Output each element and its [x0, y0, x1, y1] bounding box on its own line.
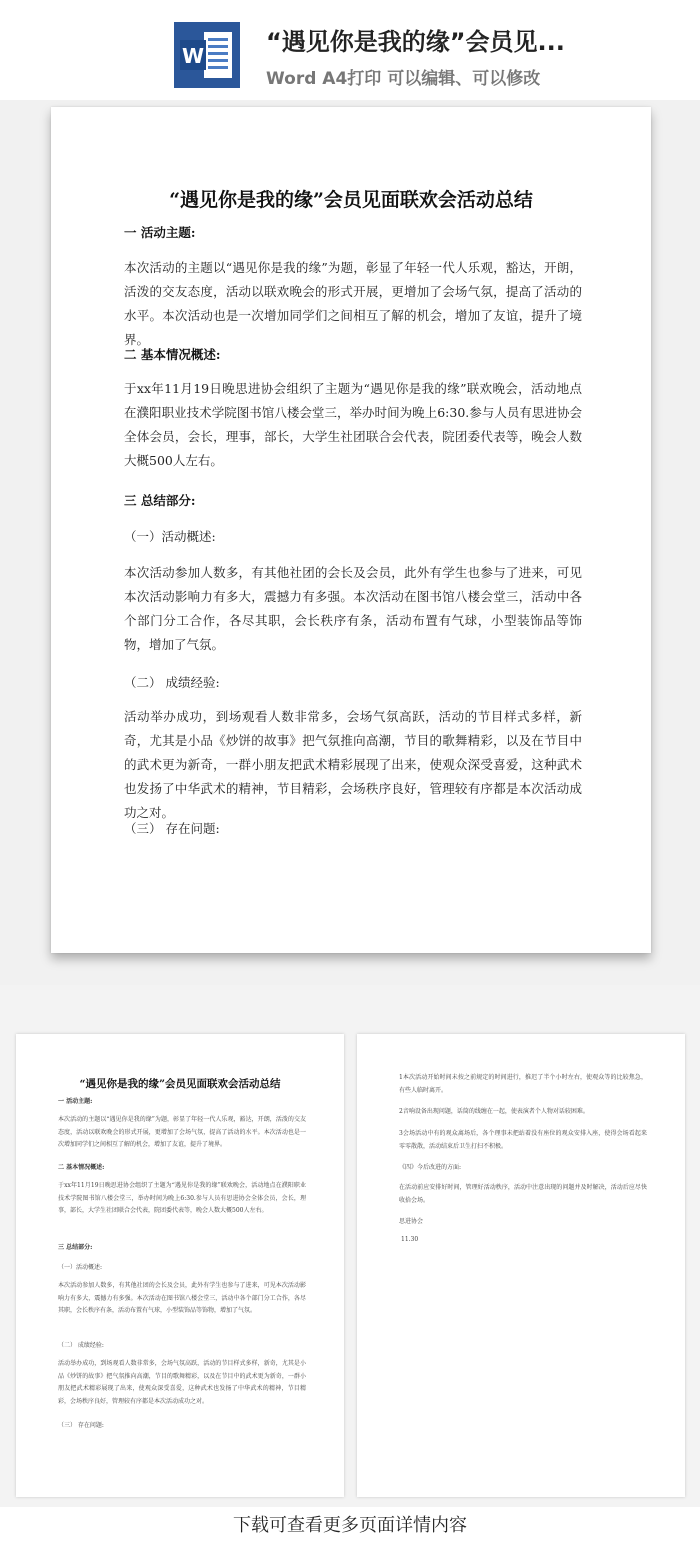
thumb2-sub-improvements: 《四》今后改进的方面:: [399, 1164, 462, 1171]
document-page-main: [51, 107, 651, 953]
thumb2-paragraph-1: 1本次活动开始时间未按之前规定的时间进行，推迟了半个小时左右，使观众等的比较焦急，有些人临时离开。: [399, 1074, 647, 1094]
paragraph-overview: 于xx年11月19日晚思进协会组织了主题为“遇见你是我的缘”联欢晚会，活动地点在濮阳职业技术学院图书馆八楼会堂三，举办时间为晚上6:30.参与人员有思进协会全体会员，会长，理事，部长，大学生社团联合会代表，院团委代表等，晚会人数大概500人左右。: [124, 381, 582, 468]
paragraph-theme: 本次活动的主题以“遇见你是我的缘”为题，彰显了年轻一代人乐观，豁达，开朗，活泼的交友态度，活动以联欢晚会的形式开展，更增加了会场气氛，提高了活动的水平。本次活动也是一次增加同学们之间相互了解的机会，增加了友谊，提升了境界。: [124, 260, 582, 347]
thumb2-signature: 思进协会: [399, 1218, 424, 1225]
header-title: “遇见你是我的缘”会员见...: [266, 28, 565, 56]
footer-download-text[interactable]: 下载可查看更多页面详情内容: [233, 1515, 467, 1536]
thumb1-sub-problems: （三） 存在问题:: [58, 1422, 104, 1429]
thumb2-paragraph-4: 在活动前应安排好时间，管理好活动秩序，活动中注意出现的问题并及时解决，活动后应尽快收拾会场。: [399, 1184, 647, 1204]
section-heading-summary: 三 总结部分:: [124, 493, 196, 508]
subheading-problems: （三） 存在问题:: [124, 821, 220, 836]
subheading-achievements: （二） 成绩经验:: [124, 675, 220, 690]
subheading-activity-overview: （一）活动概述:: [124, 529, 216, 544]
thumb1-paragraph-activity: 本次活动参加人数多，有其他社团的会长及会员，此外有学生也参与了进来，可见本次活动影响力有多大，震撼力有多强。本次活动在图书馆八楼会堂三，活动中各个部门分工合作，各尽其职，会长秩序有条，活动布置有气球，小型装饰品等饰物，增加了气氛。: [58, 1282, 306, 1314]
thumb1-title: “遇见你是我的缘”会员见面联欢会活动总结: [79, 1078, 281, 1090]
thumb1-paragraph-achievements: 活动举办成功，到场观看人数非常多，会场气氛高跃，活动的节目样式多样，新奇，尤其是小品《炒饼的故事》把气氛推向高潮，节目的歌舞精彩，以及在节目中的武术更为新奇，一群小朋友把武术精彩展现了出来，使观众深受喜爱，这种武术也发扬了中华武术的精神，节目精彩，会场秩序良好，管理较有序都是本次活动成功之对。: [58, 1360, 306, 1405]
word-icon-letter: W: [181, 44, 205, 68]
thumb1-paragraph-theme: 本次活动的主题以“遇见你是我的缘”为题，彰显了年轻一代人乐观，豁达，开朗，活泼的交友态度，活动以联欢晚会的形式开展，更增加了会场气氛，提高了活动的水平。本次活动也是一次增加同学们之间相互了解的机会，增加了友谊，提升了境界。: [58, 1116, 306, 1148]
section-heading-overview: 二 基本情况概述:: [124, 347, 221, 362]
thumb1-sub-achievements: （二） 成绩经验:: [58, 1342, 104, 1349]
header-subtitle: Word A4打印 可以编辑、可以修改: [266, 69, 541, 89]
thumb2-paragraph-3: 3会场活动中有的观众离场后，各个理事未把站着没有座位的观众安排入座，使得会场看起来零零散散，活动结束后卫生打扫不积极。: [399, 1130, 647, 1150]
page-thumbnail-1[interactable]: [16, 1034, 344, 1497]
thumb1-heading-theme: 一 活动主题:: [58, 1098, 93, 1105]
paragraph-achievements: 活动举办成功，到场观看人数非常多，会场气氛高跃，活动的节目样式多样，新奇，尤其是小品《炒饼的故事》把气氛推向高潮，节目的歌舞精彩，以及在节目中的武术更为新奇，一群小朋友把武术精彩展现了出来，使观众深受喜爱，这种武术也发扬了中华武术的精神，节目精彩，会场秩序良好，管理较有序都是本次活动成功之对。: [124, 709, 582, 820]
thumb1-heading-overview: 二 基本情况概述:: [58, 1164, 105, 1171]
header: [0, 0, 700, 100]
thumb2-paragraph-2: 2音响设备出现问题，话筒的线缠在一起，使表演者个人物对话较困难。: [399, 1108, 589, 1115]
thumb2-date: 11.30: [401, 1236, 419, 1243]
section-heading-theme: 一 活动主题:: [124, 225, 196, 240]
word-file-icon: [174, 22, 240, 88]
document-title: “遇见你是我的缘”会员见面联欢会活动总结: [169, 189, 533, 211]
thumb1-sub-overview: （一）活动概述:: [58, 1264, 103, 1271]
thumb1-heading-summary: 三 总结部分:: [58, 1244, 93, 1251]
page-thumbnail-2[interactable]: [357, 1034, 685, 1497]
paragraph-activity-overview: 本次活动参加人数多，有其他社团的会长及会员，此外有学生也参与了进来，可见本次活动影响力有多大，震撼力有多强。本次活动在图书馆八楼会堂三，活动中各个部门分工合作，各尽其职，会长秩序有条，活动布置有气球，小型装饰品等饰物，增加了气氛。: [124, 565, 582, 652]
thumb1-paragraph-overview: 于xx年11月19日晚思进协会组织了主题为“遇见你是我的缘”联欢晚会，活动地点在濮阳职业技术学院图书馆八楼会堂三，举办时间为晚上6:30.参与人员有思进协会全体会员，会长，理事，部长，大学生社团联合会代表，院团委代表等，晚会人数大概500人左右。: [58, 1182, 306, 1214]
